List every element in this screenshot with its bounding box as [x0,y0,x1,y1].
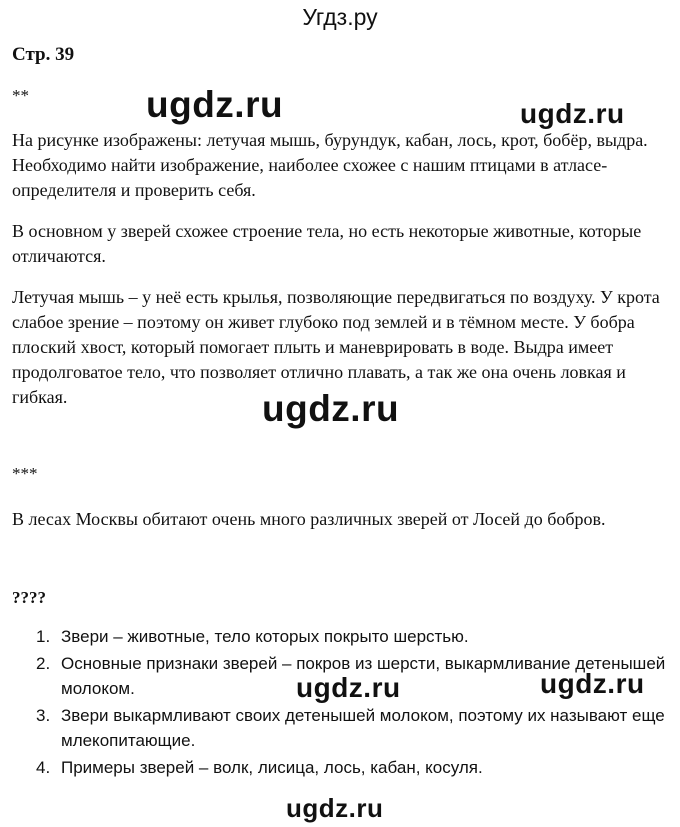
list-item-text: Примеры зверей – волк, лисица, лось, кабан, косуля. [61,758,483,777]
watermark: ugdz.ru [286,793,384,823]
paragraph-animal-differences: Летучая мышь – у неё есть крылья, позволяющие передвигаться по воздуху. У крота слабое зрение – поэтому он живет глубоко под землей и в тёмном месте. У бобра плоский хвост, который помогает плыть и маневрировать в воде. Выдра имеет продолговатое тело, что позволяет отлично плавать, а так же она очень ловкая и гибкая. [12,287,660,407]
watermark: ugdz.ru [296,672,401,703]
paragraph-body-structure: В основном у зверей схожее строение тела, но есть некоторые животные, которые отличаются. [12,221,642,266]
paragraph-moscow-forests: В лесах Москвы обитают очень много различных зверей от Лосей до бобров. [12,509,606,529]
list-item-number: 2. [36,654,51,673]
site-title: Угдз.ру [302,4,378,30]
watermark: ugdz.ru [262,388,400,429]
section-marker-three-stars: *** [12,464,38,483]
page-heading: Стр. 39 [12,44,75,65]
list-item-text: Основные признаки зверей – покров из шерсти, выкармливание детенышей молоком. [61,654,666,698]
list-item [36,703,666,753]
list-item [36,624,666,649]
list-item-number: 1. [36,627,51,646]
list-item-number: 3. [36,706,51,725]
list-item-text: Звери – животные, тело которых покрыто шерстью. [61,627,469,646]
watermark: ugdz.ru [520,98,625,129]
section-marker-two-stars: ** [12,86,29,105]
paragraph-animals-list: На рисунке изображены: летучая мышь, бурундук, кабан, лось, крот, бобёр, выдра. Необходимо найти изображение, наиболее схожее с нашим птицами в атласе-определителя и проверить себя. [12,130,648,200]
list-item-number: 4. [36,758,51,777]
list-item [36,755,666,780]
list-item-text: Звери выкармливают своих детенышей молоком, поэтому их называют еще млекопитающие. [61,706,665,750]
watermark: ugdz.ru [146,84,284,125]
section-marker-questions: ???? [12,588,46,607]
watermark: ugdz.ru [540,668,645,699]
